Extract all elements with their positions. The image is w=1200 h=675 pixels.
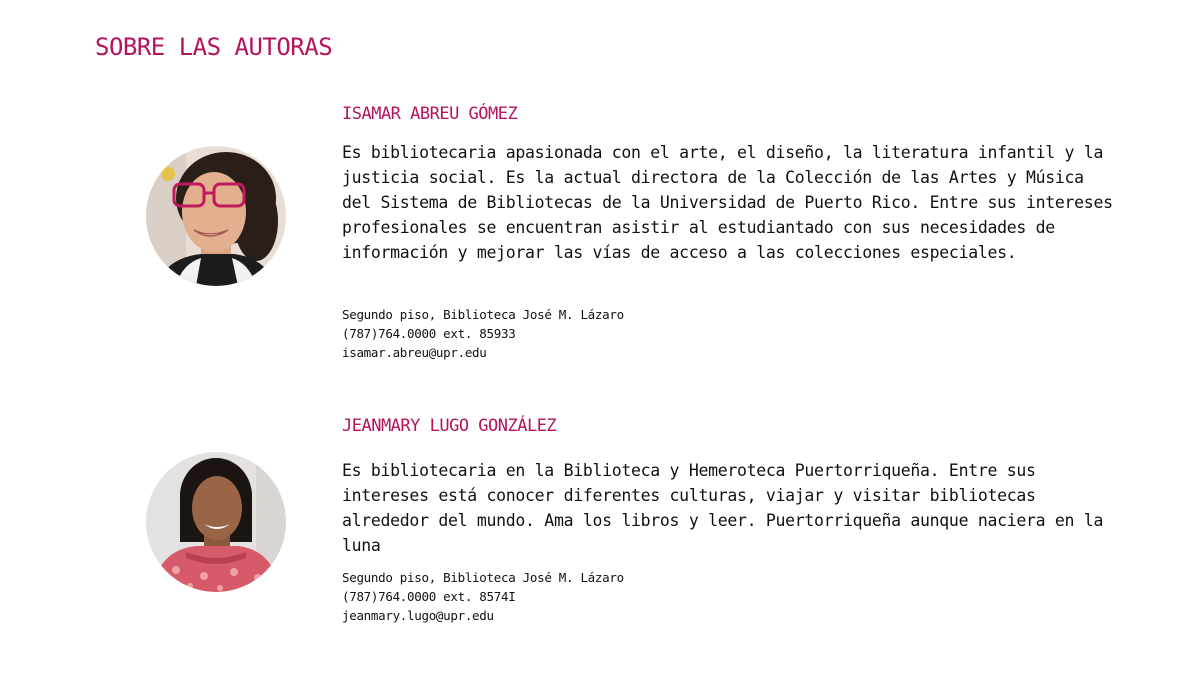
- author-email: jeanmary.lugo@upr.edu: [342, 608, 494, 623]
- author-contact: [342, 568, 624, 625]
- author-bio: Es bibliotecaria en la Biblioteca y Hemeroteca Puertorriqueña. Entre sus intereses está conocer diferentes culturas, viajar y visitar bibliotecas alrededor del mundo. Ama los libros y leer. Puertorriqueña aunque naciera en la luna: [342, 461, 1104, 555]
- author-location: Segundo piso, Biblioteca José M. Lázaro: [342, 570, 624, 585]
- author-location: Segundo piso, Biblioteca José M. Lázaro: [342, 307, 624, 322]
- author-bio: Es bibliotecaria apasionada con el arte, el diseño, la literatura infantil y la justicia social. Es la actual directora de la Colección de las Artes y Música del Sistema de Bibliotecas de la Universidad de Puerto Rico. Entre sus intereses profesionales se encuentran asistir al estudiantado con sus necesidades de información y mejorar las vías de acceso a las colecciones especiales.: [342, 143, 1113, 262]
- author-photo-jeanmary: [146, 452, 286, 592]
- author-name: JEANMARY LUGO GONZÁLEZ: [342, 416, 557, 436]
- portrait-photo: [146, 452, 286, 592]
- author-name: ISAMAR ABREU GÓMEZ: [342, 104, 518, 124]
- page-title: SOBRE LAS AUTORAS: [95, 33, 333, 61]
- author-email: isamar.abreu@upr.edu: [342, 345, 487, 360]
- author-phone: (787)764.0000 ext. 8574I: [342, 589, 516, 604]
- author-contact: [342, 305, 624, 362]
- author-photo-isamar: [146, 146, 286, 286]
- author-phone: (787)764.0000 ext. 85933: [342, 326, 516, 341]
- portrait-photo: [146, 146, 286, 286]
